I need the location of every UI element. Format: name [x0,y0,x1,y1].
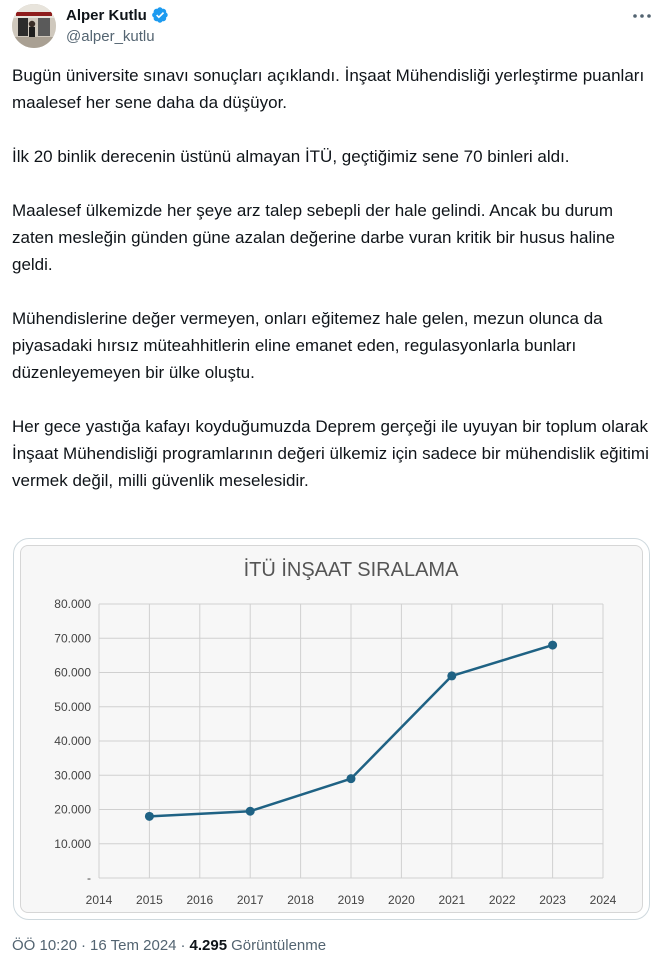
y-tick-label: 60.000 [54,665,91,680]
y-tick-label: 30.000 [54,768,91,783]
x-tick-label: 2016 [186,893,214,907]
y-tick-label: 80.000 [54,597,91,611]
data-point [347,774,356,783]
views-count: 4.295 [189,937,228,954]
author-name[interactable]: Alper Kutlu [66,6,147,24]
data-point [246,807,255,816]
x-tick-label: 2017 [236,893,264,907]
tweet-paragraph: İlk 20 binlik derecenin üstünü almayan İTÜ, geçtiğimiz sene 70 binleri aldı. [12,147,570,166]
tweet-media-image[interactable] [13,538,650,920]
tweet-paragraph: Maalesef ülkemizde her şeye arz talep sebepli der hale gelindi. Ancak bu durum zaten mesleğin günden güne azalan değerine darbe vuran kritik bir husus haline geldi. [12,201,615,274]
y-tick-label: 50.000 [54,699,91,714]
x-tick-label: 2014 [85,893,113,907]
tweet-paragraph: Her gece yastığa kafayı koyduğumuzda Deprem gerçeği ile uyuyan bir toplum olarak İnşaat Mühendisliği programlarının değeri ülkemiz için sadece bir mühendislik eğitimi vermek değil, milli güvenlik meselesidir. [12,417,649,490]
tweet-date[interactable]: 16 Tem 2024 [90,937,177,954]
x-tick-label: 2019 [337,893,365,907]
separator: · [81,937,87,954]
tweet-text [12,62,652,521]
data-point [548,641,557,650]
avatar-photo [12,4,56,48]
y-tick-label: 40.000 [54,734,91,748]
y-tick-label: 20.000 [54,802,91,817]
author-block [66,6,169,45]
author-handle[interactable]: @alper_kutlu [66,28,155,45]
separator: · [180,937,186,954]
x-tick-label: 2021 [438,893,466,907]
chart-title: İTÜ İNŞAAT SIRALAMA [243,559,459,581]
x-tick-label: 2020 [388,893,415,907]
data-point [447,671,456,680]
views-label: Görüntülenme [231,937,327,954]
tweet-time[interactable]: ÖÖ 10:20 [12,937,78,954]
tweet-footer [12,937,326,954]
tweet-paragraph: Mühendislerine değer vermeyen, onları eğitemez hale gelen, mezun olunca da piyasadaki hırsız müteahhitlerin eline emanet eden, regulasyonlarla bunları düzenleyemeyen bir ülke oluştu. [12,309,603,382]
line-chart [21,546,642,912]
x-tick-label: 2022 [488,893,516,907]
tweet-paragraph: Bugün üniversite sınavı sonuçları açıklandı. İnşaat Mühendisliği yerleştirme puanları maalesef her sene daha da düşüyor. [12,66,645,112]
y-tick-label: 70.000 [54,631,91,646]
x-tick-label: 2024 [589,893,617,907]
verified-badge-icon [151,6,169,24]
y-tick-label: 10.000 [54,836,91,851]
data-point [145,812,154,821]
tweet-header [12,2,658,54]
avatar[interactable] [12,4,56,48]
more-options-button[interactable] [628,6,656,26]
chart-frame [20,545,643,913]
x-tick-label: 2023 [539,893,566,907]
x-tick-label: 2018 [287,893,314,907]
y-tick-label: - [87,871,91,885]
more-options-icon [632,13,652,19]
x-tick-label: 2015 [136,893,163,907]
